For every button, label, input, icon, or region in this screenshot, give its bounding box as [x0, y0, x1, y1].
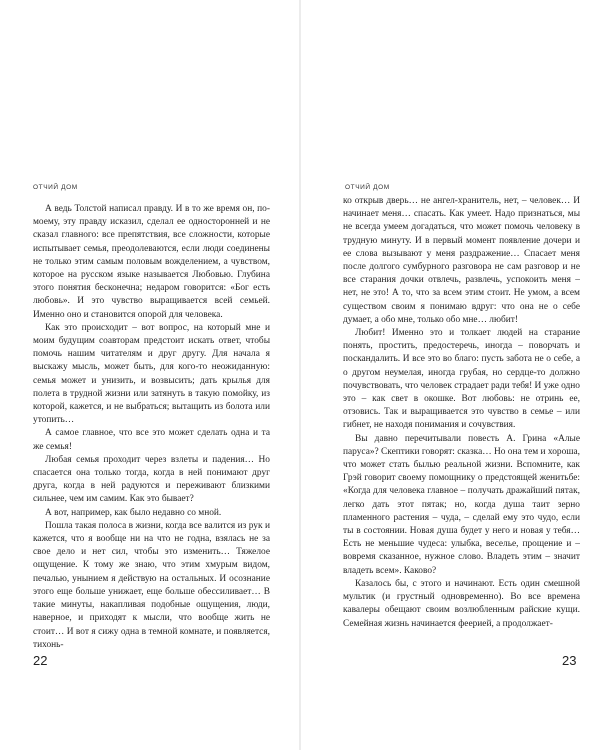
page-number: 22 — [33, 653, 48, 668]
paragraph: А ведь Толстой написал правду. И в то же время он, по-моему, эту правду исказил, сделал ее односторонней и не сказал главного: все препятствия, все сложности, которые испытывает семья, преодолеваются, если люди соединены не только этим самым половым вожделением, а чувством, которое на русском языке называется Любовью. Глубина этого понятия бесконечна; недаром говорится: «Бог есть любовь». И это чувство выращивается всей семьей. Именно оно и становится опорой для человека. — [33, 204, 270, 320]
right-page — [300, 0, 600, 750]
page-number: 23 — [562, 653, 577, 668]
paragraph: А самое главное, что все это может сделать одна и та же семья! — [33, 428, 270, 452]
paragraph: Пошла такая полоса в жизни, когда все валится из рук и кажется, что я вообще ни на что не годна, взялась не за свое дело и нет сил, чтобы это изменить… Тяжелое ощущение. К тому же знаю, что этим хмурым видом, печалью, унынием я действую на остальных. И осознание этого еще больше унижает, еще больше обессиливает… В такие минуты, накапливая подобные ощущения, люди, наверное, и приходят к мысли, что вообще жить не стоит… И вот я сижу одна в темной комнате, и появляется, тихонь- — [33, 520, 270, 650]
paragraph: Любая семья проходит через взлеты и падения… Но спасается она только тогда, когда в ней понимают друг друга, когда в ней радуются и переживают близкими сильнее, чем им самим. Как это бывает? — [33, 454, 270, 505]
paragraph: Любит! Именно это и толкает людей на старание понять, простить, предостеречь, иногда – поворчать и поскандалить. И все это во благо: пусть забота не о себе, а о другом неумелая, иногда грубая, но сердце-то должно почувствовать, что человек страдает ради тебя! И уже одно это – как свет в окошке. Вот любовь: не отринь ее, отзовись. Так и выращивается это чувство в семье – или гибнет, не находя понимания и сочувствия. — [343, 328, 580, 431]
running-header: ОТЧИЙ ДОМ — [345, 184, 390, 191]
paragraph: Казалось бы, с этого и начинают. Есть один смешной мультик (и грустный одновременно). Во все времена кавалеры обещают своим возлюбленным райские кущи. Семейная жизнь начинается феерией, а продолжает- — [343, 578, 580, 629]
paragraph: ко открыв дверь… не ангел-хранитель, нет, – человек… И начинает меня… спасать. Как умеет. Надо признаться, мы не всегда умеем догадаться, что может помочь человеку в трудную минуту. И в первый момент появление дочери и ее слова вызывают у меня раздражение… Спасает меня после долгого сумбурного разговора не сам разговор и не все старания дочки отвлечь, развлечь, успокоить меня – нет, не это! А то, что за всем этим стоит. Не умом, а всем существом своим я понимаю вдруг: что она не о себе думает, а обо мне, только обо мне… любит! — [343, 196, 580, 325]
paragraph: А вот, например, как было недавно со мной. — [45, 507, 222, 518]
page-body — [343, 195, 580, 631]
paragraph: Как это происходит – вот вопрос, на который мне и моим будущим соавторам предстоит искать ответ, чтобы помочь нашим читателям и друг другу. Для начала я выскажу мысль, может быть, для кого-то неожиданную: семья может и унизить, и возвысить; дать крылья для полета в трудной жизни или затянуть в такую помойку, из которой, кажется, и не выбраться; вытащить из болота или утопить… — [33, 322, 270, 426]
page-body — [33, 203, 270, 652]
paragraph: Вы давно перечитывали повесть А. Грина «Алые паруса»? Скептики говорят: сказка… Но она тем и хороша, что может стать былью реальной жизни. Вспомните, как Грэй говорит своему помощнику о предстоящей женитьбе: «Когда для человека главное – получать дражайший пятак, легко дать этот пятак; но, когда душа таит зерно пламенного растения – чуда, – сделай ему это чудо, если ты в состоянии. Новая душа будет у него и новая у тебя… Есть не меньшие чудеса: улыбка, веселье, прощение и – вовремя сказанное, нужное слово. Владеть этим – значит владеть всем». Каково? — [343, 433, 580, 576]
running-header: ОТЧИЙ ДОМ — [33, 184, 78, 191]
